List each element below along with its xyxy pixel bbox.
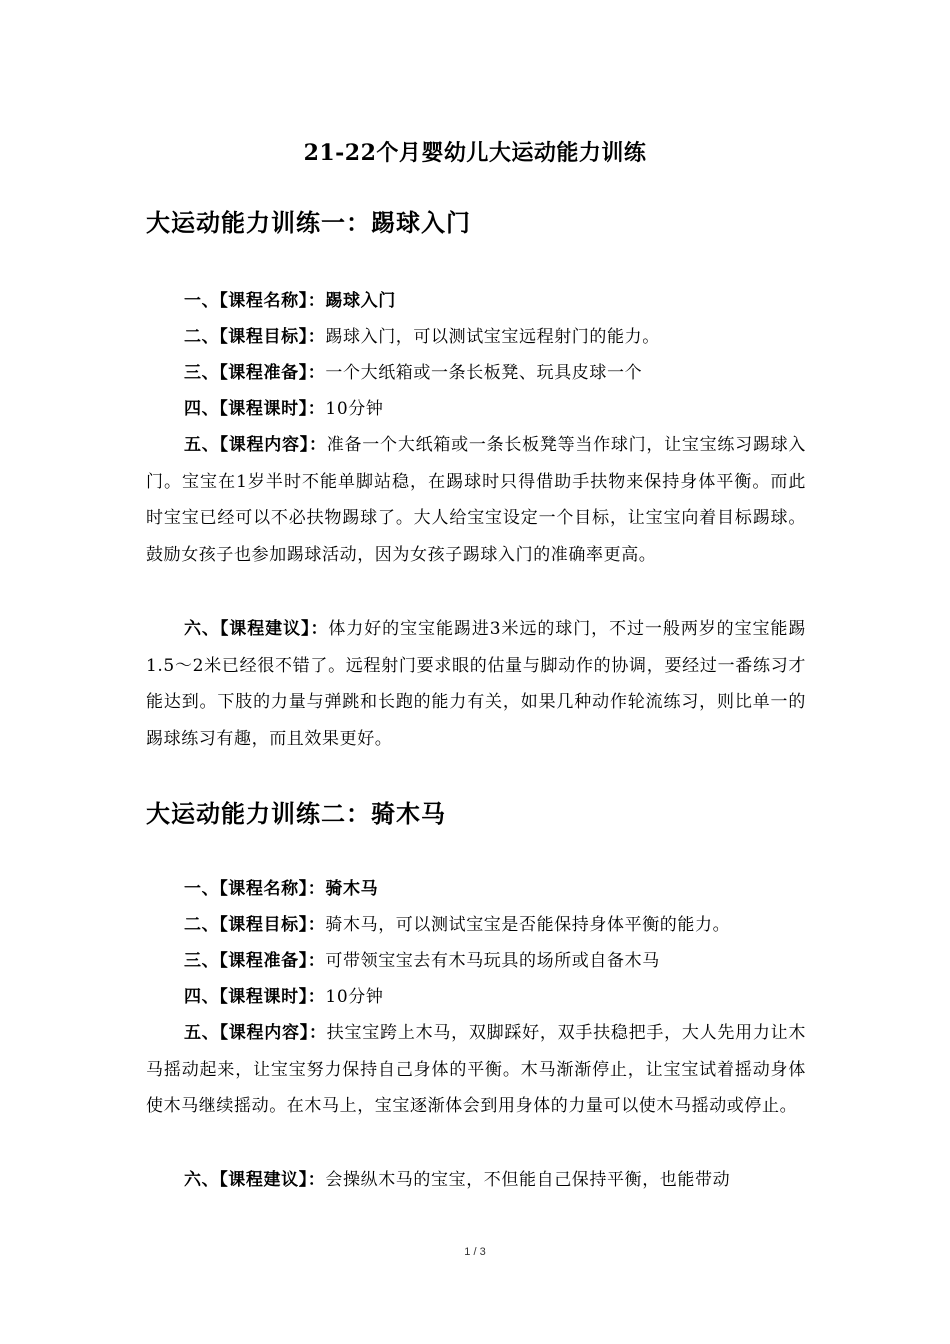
item-number: 四、: [184, 987, 220, 1007]
page-title: 21-22个月婴幼儿大运动能力训练: [303, 140, 647, 166]
item-value: 骑木马: [325, 879, 379, 899]
section-1-item-prep: [146, 355, 806, 392]
item-label: 【课程课时】：: [219, 399, 326, 419]
section-1-item-content: [146, 427, 806, 573]
item-value: 会操纵木马的宝宝，不但能自己保持平衡，也能带动: [325, 1170, 731, 1190]
item-label: 【课程建议】：: [219, 619, 329, 639]
section-heading-1: 大运动能力训练一：踢球入门: [146, 208, 471, 237]
item-label: 【课程准备】：: [219, 951, 326, 971]
section-2-item-content: [146, 1015, 806, 1125]
item-label: 【课程名称】：: [219, 879, 326, 899]
section-2-item-advice: [146, 1162, 806, 1199]
section-2-item-goal: [146, 907, 806, 944]
item-label: 【课程内容】：: [219, 1023, 327, 1043]
item-number: 三、: [184, 363, 220, 383]
item-number: 五、: [184, 435, 220, 455]
section-1-item-duration: [146, 391, 806, 428]
item-value: 一个大纸箱或一条长板凳、玩具皮球一个: [325, 363, 643, 383]
item-value: 扶宝宝跨上木马，双脚踩好，双手扶稳把手，大人先用力让木马摇动起来，让宝宝努力保持自己身体的平衡。木马渐渐停止，让宝宝试着摇动身体使木马继续摇动。在木马上，宝宝逐渐体会到用身体的力量可以使木马摇动或停止。: [146, 1023, 806, 1116]
item-label: 【课程目标】：: [219, 915, 326, 935]
item-number: 六、: [184, 619, 220, 639]
item-label: 【课程准备】：: [219, 363, 326, 383]
item-label: 【课程课时】：: [219, 987, 326, 1007]
item-number: 一、: [184, 879, 220, 899]
section-1-item-name: [146, 283, 806, 320]
item-value: 骑木马，可以测试宝宝是否能保持身体平衡的能力。: [325, 915, 731, 935]
item-number: 五、: [184, 1023, 220, 1043]
item-number: 三、: [184, 951, 220, 971]
item-value: 踢球入门: [325, 291, 396, 311]
item-number: 二、: [184, 327, 220, 347]
item-value: 准备一个大纸箱或一条长板凳等当作球门，让宝宝练习踢球入门。宝宝在1岁半时不能单脚站稳，在踢球时只得借助手扶物来保持身体平衡。而此时宝宝已经可以不必扶物踢球了。大人给宝宝设定一个目标，让宝宝向着目标踢球。鼓励女孩子也参加踢球活动，因为女孩子踢球入门的准确率更高。: [146, 435, 806, 565]
item-number: 六、: [184, 1170, 220, 1190]
section-heading-2: 大运动能力训练二：骑木马: [146, 799, 446, 828]
item-label: 【课程目标】：: [219, 327, 326, 347]
section-1-item-goal: [146, 319, 806, 356]
section-1-item-advice: [146, 611, 806, 757]
section-2-item-duration: [146, 979, 806, 1016]
item-value: 可带领宝宝去有木马玩具的场所或自备木马: [325, 951, 660, 971]
item-number: 四、: [184, 399, 220, 419]
section-2-item-name: [146, 871, 806, 908]
page-number: 1 / 3: [464, 1246, 486, 1258]
item-value: 10分钟: [325, 987, 384, 1007]
item-number: 二、: [184, 915, 220, 935]
item-number: 一、: [184, 291, 220, 311]
item-label: 【课程内容】：: [219, 435, 327, 455]
item-value: 10分钟: [325, 399, 384, 419]
item-label: 【课程建议】：: [219, 1170, 326, 1190]
item-value: 体力好的宝宝能踢进3米远的球门，不过一般两岁的宝宝能踢1.5～2米已经很不错了。远程射门要求眼的估量与脚动作的协调，要经过一番练习才能达到。下肢的力量与弹跳和长跑的能力有关，如果几种动作轮流练习，则比单一的踢球练习有趣，而且效果更好。: [146, 619, 807, 749]
section-2-item-prep: [146, 943, 806, 980]
item-value: 踢球入门，可以测试宝宝远程射门的能力。: [325, 327, 660, 347]
item-label: 【课程名称】：: [219, 291, 326, 311]
